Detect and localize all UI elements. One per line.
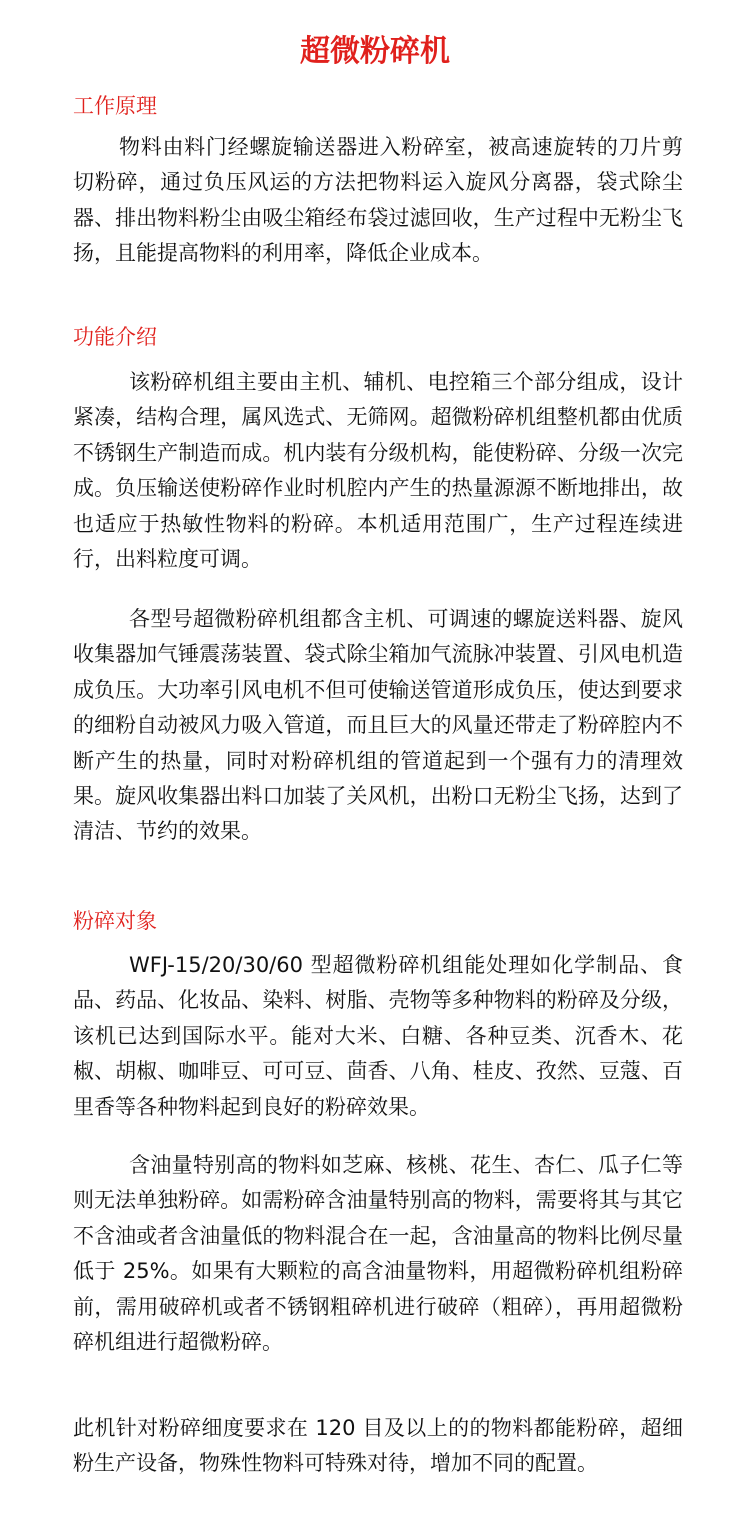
paragraph-targets-1: WFJ-15/20/30/60 型超微粉碎机组能处理如化学制品、食品、药品、化妆品、染料、树脂、壳物等多种物料的粉碎及分级，该机已达到国际水平。能对大米、白糖、各种豆类、沉香木、花椒、胡椒、咖啡豆、可可豆、茴香、八角、桂皮、孜然、豆蔻、百里香等各种物料起到良好的粉碎效果。 [73, 953, 683, 1119]
paragraph-targets-2: 含油量特别高的物料如芝麻、核桃、花生、杏仁、瓜子仁等则无法单独粉碎。如需粉碎含油量特别高的物料，需要将其与其它不含油或者含油量低的物料混合在一起，含油量高的物料比例尽量低于 25%。如果有大颗粒的高含油量物料，用超微粉碎机组粉碎前，需用破碎机或者不锈钢粗碎机进行破碎（粗碎），再用超微粉碎机组进行超微粉碎。 [73, 1153, 683, 1355]
page-title: 超微粉碎机 [300, 34, 450, 69]
section-heading-grinding-targets: 粉碎对象 [73, 909, 157, 933]
section-heading-working-principle: 工作原理 [73, 94, 157, 118]
paragraph-closing: 此机针对粉碎细度要求在 120 目及以上的的物料都能粉碎，超细粉生产设备，物殊性物料可特殊对待，增加不同的配置。 [73, 1416, 683, 1476]
section-heading-function: 功能介绍 [73, 325, 157, 349]
paragraph-function-2: 各型号超微粉碎机组都含主机、可调速的螺旋送料器、旋风收集器加气锤震荡装置、袋式除尘箱加气流脉冲装置、引风电机造成负压。大功率引风电机不但可使输送管道形成负压，使达到要求的细粉自动被风力吸入管道，而且巨大的风量还带走了粉碎腔内不断产生的热量，同时对粉碎机组的管道起到一个强有力的清理效果。旋风收集器出料口加装了关风机，出粉口无粉尘飞扬，达到了清洁、节约的效果。 [73, 607, 683, 844]
paragraph-function-1: 该粉碎机组主要由主机、辅机、电控箱三个部分组成，设计紧凑，结构合理，属风选式、无筛网。超微粉碎机组整机都由优质不锈钢生产制造而成。机内装有分级机构，能使粉碎、分级一次完成。负压输送使粉碎作业时机腔内产生的热量源源不断地排出，故也适应于热敏性物料的粉碎。本机适用范围广，生产过程连续进行，出料粒度可调。 [73, 370, 683, 572]
paragraph-working-principle: 物料由料门经螺旋输送器进入粉碎室，被高速旋转的刀片剪切粉碎，通过负压风运的方法把物料运入旋风分离器，袋式除尘器、排出物料粉尘由吸尘箱经布袋过滤回收，生产过程中无粉尘飞扬，且能提高物料的利用率，降低企业成本。 [73, 135, 683, 266]
